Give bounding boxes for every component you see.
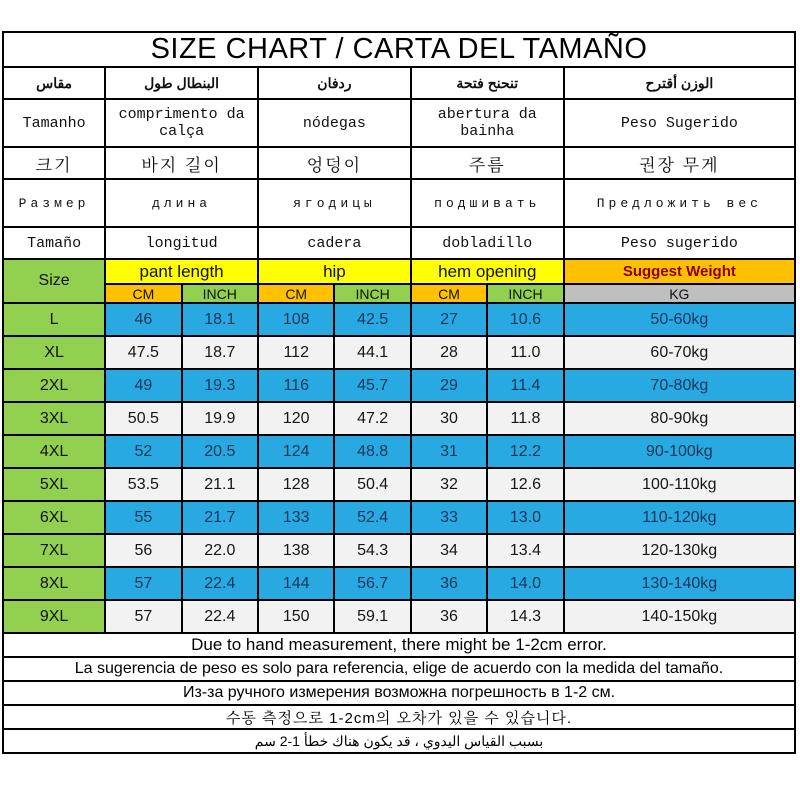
measure-header-section [3,259,795,303]
measurement-cell: 53.5 [105,468,181,501]
weight-range-cell: 50-60kg [564,303,795,336]
lang-header-cell: Предложить вес [564,179,795,227]
measurement-cell: 59.1 [334,600,410,633]
measurement-cell: 13.0 [487,501,563,534]
measurement-cell: 116 [258,369,334,402]
measurement-cell: 14.0 [487,567,563,600]
measurement-cell: 11.0 [487,336,563,369]
size-chart-table [2,31,796,754]
group-header-suggest-weight: Suggest Weight [564,259,795,284]
measurement-cell: 18.1 [182,303,258,336]
measurement-cell: 112 [258,336,334,369]
measurement-cell: 44.1 [334,336,410,369]
measurement-cell: 56 [105,534,181,567]
measurement-cell: 52.4 [334,501,410,534]
table-row-XL [3,336,795,369]
table-row-2XL [3,369,795,402]
lang-header-cell: تنحنح فتحة [411,67,564,99]
note-text: 수동 측정으로 1-2cm의 오차가 있을 수 있습니다. [3,705,795,729]
measurement-cell: 33 [411,501,487,534]
lang-header-cell: longitud [105,227,258,259]
size-label-cell: XL [3,336,105,369]
weight-range-cell: 110-120kg [564,501,795,534]
size-rows-section [3,303,795,633]
measurement-cell: 56.7 [334,567,410,600]
note-text: La sugerencia de peso es solo para referencia, elige de acuerdo con la medida del tamaño. [3,657,795,681]
note-row-english [3,633,795,657]
table-row-3XL [3,402,795,435]
measurement-cell: 124 [258,435,334,468]
measure-group-row [3,259,795,284]
table-row-6XL [3,501,795,534]
measurement-cell: 57 [105,600,181,633]
measurement-cell: 49 [105,369,181,402]
measurement-cell: 52 [105,435,181,468]
measurement-cell: 14.3 [487,600,563,633]
measurement-cell: 120 [258,402,334,435]
measurement-cell: 11.8 [487,402,563,435]
unit-header-pant-inch: INCH [182,284,258,303]
note-text: بسبب القياس اليدوي ، قد يكون هناك خطأ 1-2 سم [3,729,795,753]
measurement-cell: 12.2 [487,435,563,468]
note-text: Due to hand measurement, there might be 1-2cm error. [3,633,795,657]
lang-header-cell: الوزن أقترح [564,67,795,99]
note-row-spanish [3,657,795,681]
measurement-cell: 22.4 [182,600,258,633]
size-label-cell: 6XL [3,501,105,534]
size-label-cell: 2XL [3,369,105,402]
language-header-section [3,67,795,259]
note-row-korean [3,705,795,729]
table-row-7XL [3,534,795,567]
lang-header-row-russian [3,179,795,227]
weight-range-cell: 90-100kg [564,435,795,468]
lang-header-cell: Peso Sugerido [564,99,795,147]
measurement-cell: 27 [411,303,487,336]
measurement-cell: 50.4 [334,468,410,501]
size-label-cell: 5XL [3,468,105,501]
measurement-cell: 54.3 [334,534,410,567]
measurement-cell: 19.3 [182,369,258,402]
measurement-cell: 108 [258,303,334,336]
lang-header-cell: cadera [258,227,411,259]
lang-header-row-spanish [3,227,795,259]
measurement-cell: 10.6 [487,303,563,336]
table-row-9XL [3,600,795,633]
lang-header-cell: dobladillo [411,227,564,259]
measurement-cell: 144 [258,567,334,600]
weight-range-cell: 100-110kg [564,468,795,501]
size-label-cell: L [3,303,105,336]
measurement-cell: 55 [105,501,181,534]
unit-header-kg: KG [564,284,795,303]
measurement-cell: 32 [411,468,487,501]
table-row-4XL [3,435,795,468]
measurement-cell: 22.4 [182,567,258,600]
note-text: Из-за ручного измерения возможна погрешность в 1-2 см. [3,681,795,705]
measurement-cell: 42.5 [334,303,410,336]
measurement-cell: 20.5 [182,435,258,468]
measurement-cell: 36 [411,567,487,600]
weight-range-cell: 60-70kg [564,336,795,369]
lang-header-cell: 크기 [3,147,105,179]
measurement-cell: 133 [258,501,334,534]
lang-header-cell: البنطال طول [105,67,258,99]
table-row-L [3,303,795,336]
measurement-cell: 18.7 [182,336,258,369]
lang-header-row-korean [3,147,795,179]
measurement-cell: 21.7 [182,501,258,534]
group-header-hem-opening: hem opening [411,259,564,284]
measurement-cell: 47.5 [105,336,181,369]
group-header-hip: hip [258,259,411,284]
lang-header-cell: nódegas [258,99,411,147]
weight-range-cell: 70-80kg [564,369,795,402]
size-label-cell: 9XL [3,600,105,633]
title-section [3,32,795,67]
size-label-cell: 7XL [3,534,105,567]
weight-range-cell: 140-150kg [564,600,795,633]
table-row-8XL [3,567,795,600]
lang-header-cell: 바지 길이 [105,147,258,179]
measurement-cell: 31 [411,435,487,468]
lang-header-cell: 권장 무게 [564,147,795,179]
measurement-cell: 138 [258,534,334,567]
unit-header-hem-inch: INCH [487,284,563,303]
weight-range-cell: 130-140kg [564,567,795,600]
units-row [3,284,795,303]
measurement-cell: 21.1 [182,468,258,501]
measurement-cell: 36 [411,600,487,633]
measurement-cell: 19.9 [182,402,258,435]
unit-header-pant-cm: CM [105,284,181,303]
lang-header-cell: Tamanho [3,99,105,147]
lang-header-cell: abertura da bainha [411,99,564,147]
measurement-cell: 50.5 [105,402,181,435]
measurement-cell: 57 [105,567,181,600]
lang-header-cell: длина [105,179,258,227]
group-header-pant-length: pant length [105,259,258,284]
measurement-cell: 29 [411,369,487,402]
size-label-cell: 8XL [3,567,105,600]
measurement-cell: 46 [105,303,181,336]
lang-header-cell: Peso sugerido [564,227,795,259]
lang-header-cell: Tamaño [3,227,105,259]
lang-header-cell: подшивать [411,179,564,227]
measurement-cell: 128 [258,468,334,501]
lang-header-row-portuguese [3,99,795,147]
lang-header-row-arabic [3,67,795,99]
note-row-arabic [3,729,795,753]
weight-range-cell: 80-90kg [564,402,795,435]
note-row-russian [3,681,795,705]
measurement-cell: 22.0 [182,534,258,567]
lang-header-cell: Размер [3,179,105,227]
unit-header-hip-inch: INCH [334,284,410,303]
lang-header-cell: 주름 [411,147,564,179]
lang-header-cell: ягодицы [258,179,411,227]
measurement-cell: 30 [411,402,487,435]
measurement-cell: 47.2 [334,402,410,435]
page-title: SIZE CHART / CARTA DEL TAMAÑO [3,32,795,67]
lang-header-cell: comprimento da calça [105,99,258,147]
measurement-cell: 150 [258,600,334,633]
table-row-5XL [3,468,795,501]
unit-header-hem-cm: CM [411,284,487,303]
measurement-cell: 12.6 [487,468,563,501]
notes-section [3,633,795,753]
lang-header-cell: مقاس [3,67,105,99]
size-column-header: Size [3,259,105,303]
measurement-cell: 45.7 [334,369,410,402]
lang-header-cell: 엉덩이 [258,147,411,179]
measurement-cell: 48.8 [334,435,410,468]
measurement-cell: 28 [411,336,487,369]
size-label-cell: 3XL [3,402,105,435]
measurement-cell: 13.4 [487,534,563,567]
lang-header-cell: ردفان [258,67,411,99]
measurement-cell: 11.4 [487,369,563,402]
title-row [3,32,795,67]
weight-range-cell: 120-130kg [564,534,795,567]
size-label-cell: 4XL [3,435,105,468]
unit-header-hip-cm: CM [258,284,334,303]
measurement-cell: 34 [411,534,487,567]
